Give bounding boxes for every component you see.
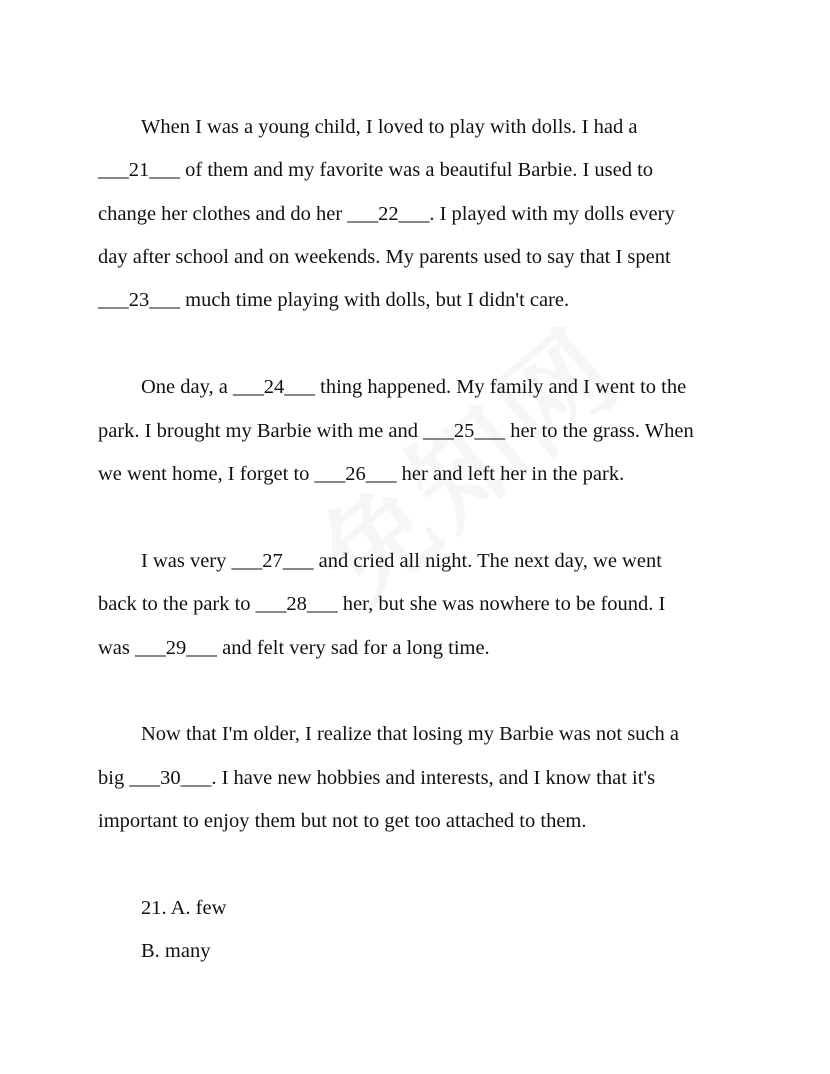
paragraph-1-line-5: ___23___ much time playing with dolls, but I didn't care. (98, 289, 570, 311)
paragraph-1-line-2: ___21___ of them and my favorite was a beautiful Barbie. I used to (98, 159, 654, 181)
option-21-b: B. many (141, 940, 211, 962)
paragraph-1-line-1: When I was a young child, I loved to play with dolls. I had a (141, 116, 638, 138)
paragraph-4-line-3: important to enjoy them but not to get too attached to them. (98, 810, 587, 832)
paragraph-4-line-2: big ___30___. I have new hobbies and interests, and I know that it's (98, 767, 656, 789)
paragraph-1-line-4: day after school and on weekends. My parents used to say that I spent (98, 246, 671, 268)
paragraph-3-line-2: back to the park to ___28___ her, but she was nowhere to be found. I (98, 593, 666, 615)
paragraph-4-line-1: Now that I'm older, I realize that losing my Barbie was not such a (141, 723, 680, 745)
paragraph-2-line-2: park. I brought my Barbie with me and ___25___ her to the grass. When (98, 420, 694, 442)
paragraph-2-line-1: One day, a ___24___ thing happened. My family and I went to the (141, 376, 687, 398)
paragraph-3-line-1: I was very ___27___ and cried all night. The next day, we went (141, 550, 662, 572)
option-21-a: 21. A. few (141, 897, 227, 919)
paragraph-3-line-3: was ___29___ and felt very sad for a long time. (98, 637, 490, 659)
paragraph-1-line-3: change her clothes and do her ___22___. I played with my dolls every (98, 203, 675, 225)
paragraph-2-line-3: we went home, I forget to ___26___ her and left her in the park. (98, 463, 625, 485)
watermark (280, 287, 648, 632)
